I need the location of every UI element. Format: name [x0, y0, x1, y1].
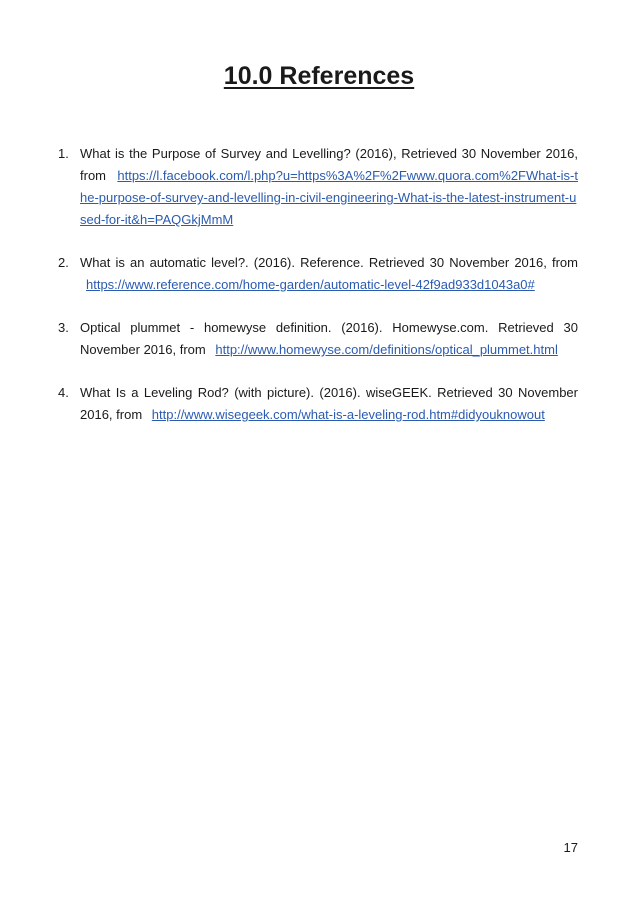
- reference-item-3: [58, 317, 578, 361]
- page-title: 10.0 References: [223, 62, 415, 90]
- reference-item-2: [58, 252, 578, 296]
- reference-item-1: [58, 143, 578, 231]
- reference-link[interactable]: https://www.reference.com/home-garden/automatic-level-42f9ad933d1043a0#: [86, 277, 535, 292]
- reference-list: [58, 143, 578, 447]
- reference-text: Optical plummet - homewyse definition. (2016). Homewyse.com. Retrieved 30 November 2016, from: [80, 320, 578, 357]
- reference-text: What Is a Leveling Rod? (with picture). (2016). wiseGEEK. Retrieved 30 November 2016, from: [80, 385, 578, 422]
- reference-text: What is an automatic level?. (2016). Reference. Retrieved 30 November 2016, from: [80, 255, 578, 270]
- reference-number: 4.: [58, 385, 69, 400]
- reference-link[interactable]: https://l.facebook.com/l.php?u=https%3A%2F%2Fwww.quora.com%2FWhat-is-the-purpose-of-survey-and-levelling-in-civil-engineering-What-is-the-latest-instrument-used-for-it&h=PAQGkjMmM: [80, 168, 578, 227]
- reference-number: 2.: [58, 255, 69, 270]
- reference-link[interactable]: http://www.wisegeek.com/what-is-a-leveling-rod.htm#didyouknowout: [151, 407, 545, 422]
- reference-number: 1.: [58, 146, 69, 161]
- reference-text: What is the Purpose of Survey and Levelling? (2016), Retrieved 30 November 2016, from: [80, 146, 578, 183]
- reference-number: 3.: [58, 320, 69, 335]
- reference-item-4: [58, 382, 578, 426]
- page-number: 17: [563, 840, 578, 855]
- reference-link[interactable]: http://www.homewyse.com/definitions/optical_plummet.html: [215, 342, 558, 357]
